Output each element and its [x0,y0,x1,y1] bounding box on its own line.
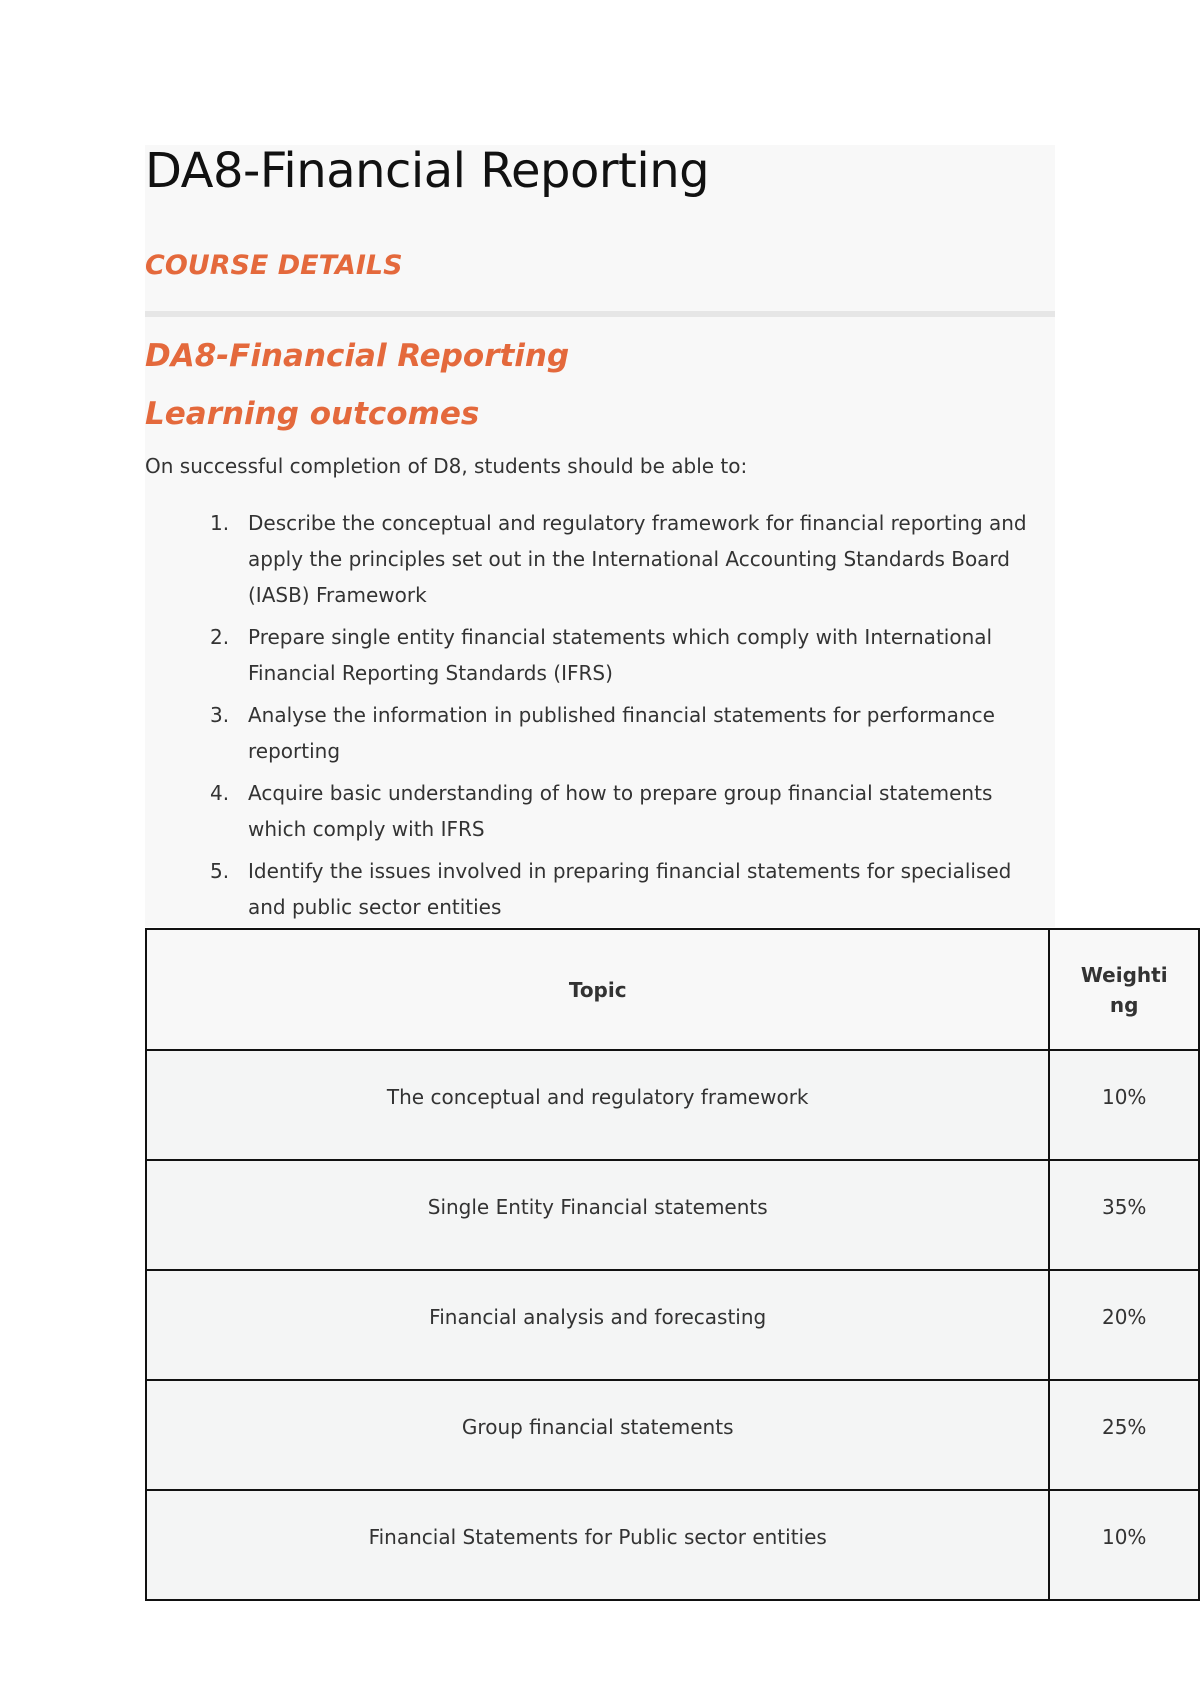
list-item-number: 4. [210,781,230,805]
list-item-number: 5. [210,859,230,883]
list-item-text: Identify the issues involved in preparing financial statements for specialised and public sector entities [248,859,1012,919]
topic-cell: Financial Statements for Public sector entities [146,1490,1049,1600]
learning-outcomes-list [210,505,1055,927]
section-label: COURSE DETAILS [145,250,403,281]
table-row [146,1380,1199,1490]
list-item [210,505,1048,613]
weighting-cell: 10% [1049,1050,1199,1160]
topic-cell: Single Entity Financial statements [146,1160,1049,1270]
list-item [210,775,1048,847]
weighting-cell: 10% [1049,1490,1199,1600]
table-row [146,1050,1199,1160]
list-item-number: 3. [210,703,230,727]
list-item-text: Analyse the information in published financial statements for performance reporting [248,703,995,763]
list-item-number: 2. [210,625,230,649]
topic-cell: Group financial statements [146,1380,1049,1490]
list-item [210,697,1048,769]
outcomes-heading: Learning outcomes [145,396,480,432]
list-item-text: Prepare single entity financial statements which comply with International Financial Reporting Standards (IFRS) [248,625,993,685]
topic-weighting-table [145,928,1200,1601]
list-item [210,619,1048,691]
document-title: DA8-Financial Reporting [145,143,710,199]
weighting-header-line-2: ng [1109,992,1139,1017]
table-row [146,1270,1199,1380]
table-row [146,1490,1199,1600]
list-item [210,853,1048,925]
weighting-cell: 35% [1049,1160,1199,1270]
list-item-text: Describe the conceptual and regulatory framework for financial reporting and apply the principles set out in the International Accounting Standards Board (IASB) Framework [248,511,1027,607]
weighting-column-header [1049,929,1199,1050]
list-item-number: 1. [210,511,230,535]
weighting-cell: 25% [1049,1380,1199,1490]
weighting-header-line-1: Weighti [1080,962,1168,987]
intro-text: On successful completion of D8, students should be able to: [145,454,748,478]
table-row [146,1160,1199,1270]
table-header-row [146,929,1199,1050]
topic-column-header: Topic [146,929,1049,1050]
topic-cell: The conceptual and regulatory framework [146,1050,1049,1160]
section-divider [145,311,1055,317]
topic-cell: Financial analysis and forecasting [146,1270,1049,1380]
course-heading: DA8-Financial Reporting [145,338,570,374]
weighting-cell: 20% [1049,1270,1199,1380]
list-item-text: Acquire basic understanding of how to prepare group financial statements which comply with IFRS [248,781,993,841]
